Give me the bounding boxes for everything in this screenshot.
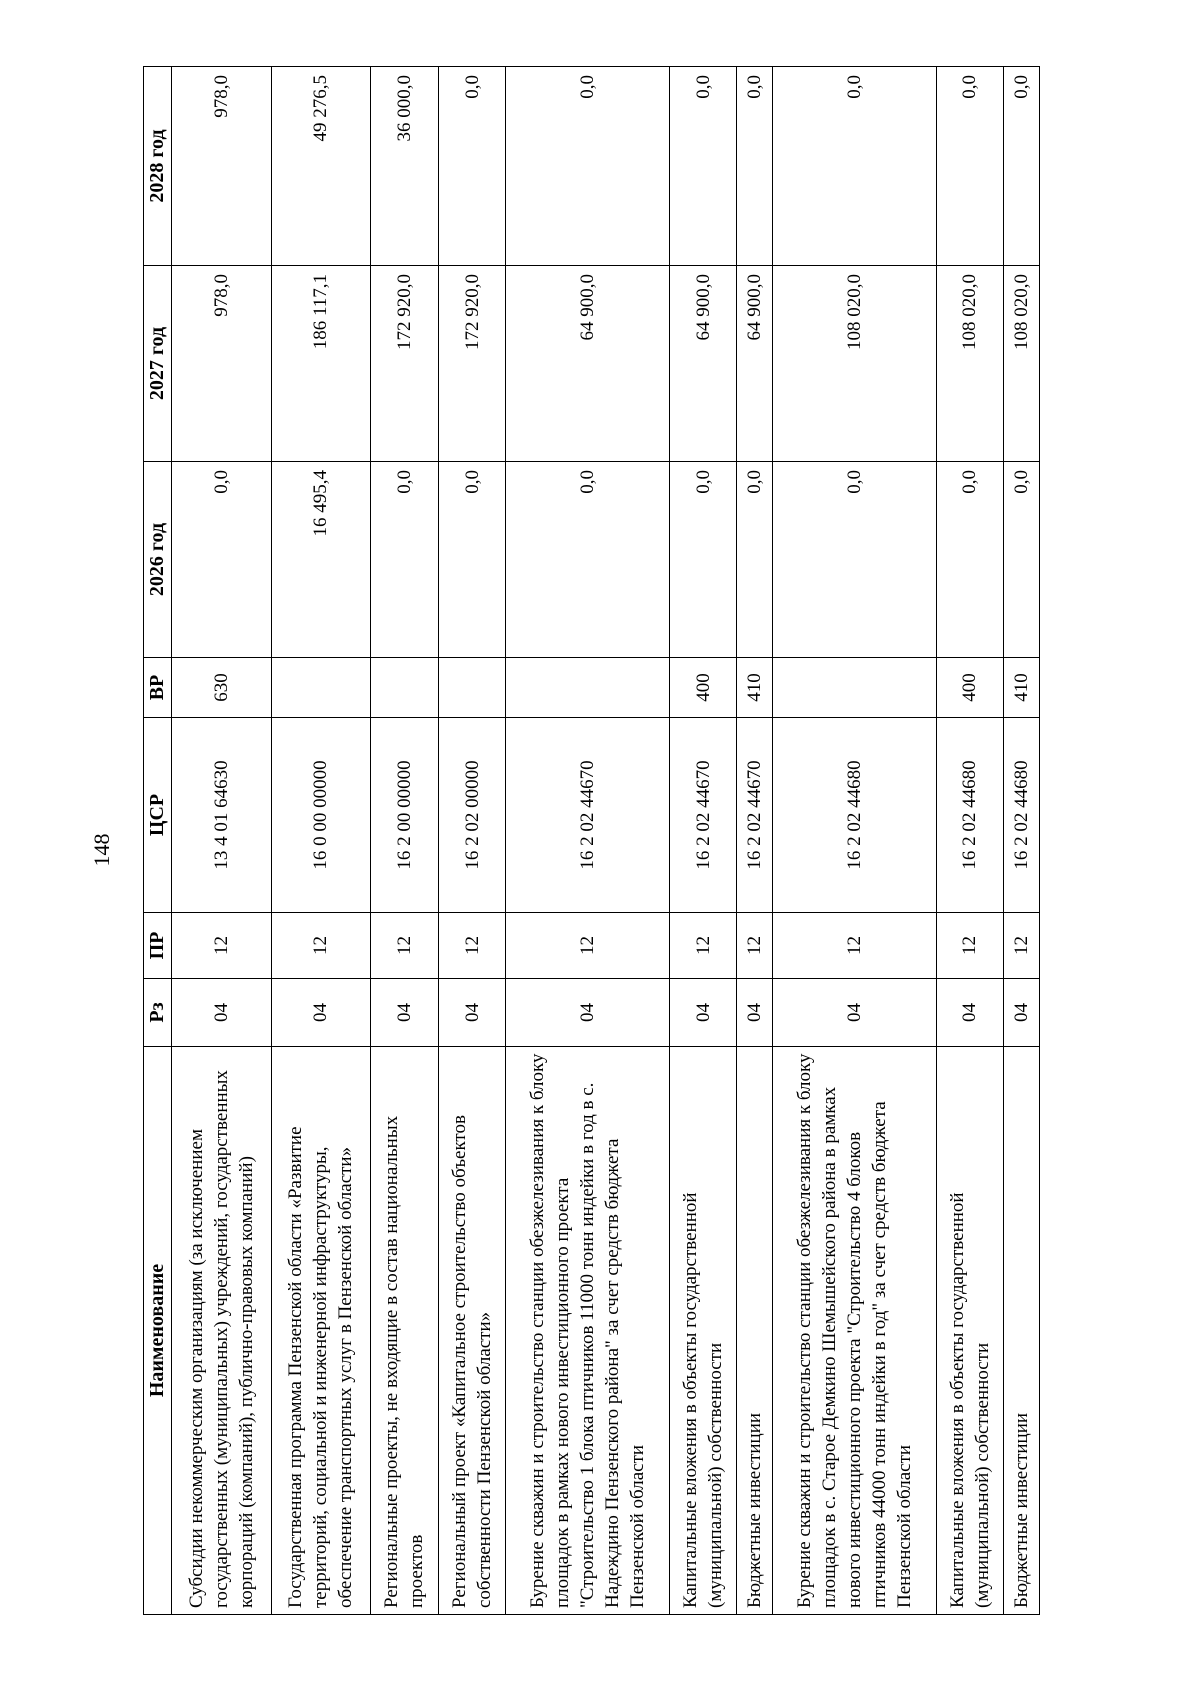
table-row	[172, 67, 272, 1615]
cell-2026: 0,0	[669, 462, 737, 658]
cell-2028: 0,0	[773, 67, 936, 266]
cell-2026: 16 495,4	[271, 462, 371, 658]
cell-2027: 978,0	[172, 266, 272, 462]
table-row	[371, 67, 439, 1615]
cell-2027: 108 020,0	[1004, 266, 1040, 462]
cell-rz: 04	[936, 979, 1004, 1047]
cell-name: Капитальные вложения в объекты государственной (муниципальной) собственности	[936, 1047, 1004, 1615]
cell-pr: 12	[506, 913, 669, 979]
cell-vr	[438, 658, 506, 718]
header-2026: 2026 год	[144, 462, 172, 658]
cell-vr: 400	[669, 658, 737, 718]
cell-pr: 12	[737, 913, 773, 979]
cell-vr	[271, 658, 371, 718]
cell-name: Бурение скважин и строительство станции обезжелезивания к блоку площадок в с. Старое Демкино Шемышейского района в рамках нового инвестиционного проекта "Строительство 4 блоков птичников 44000 тонн индейки в год" за счет средств бюджета Пензенской области	[773, 1047, 936, 1615]
header-csr: ЦСР	[144, 718, 172, 913]
table-row	[669, 67, 737, 1615]
cell-pr: 12	[936, 913, 1004, 979]
cell-rz: 04	[172, 979, 272, 1047]
budget-table	[143, 66, 1040, 1615]
cell-2027: 186 117,1	[271, 266, 371, 462]
cell-2027: 64 900,0	[669, 266, 737, 462]
rotated-table-container	[143, 67, 1040, 1615]
header-2027: 2027 год	[144, 266, 172, 462]
cell-name: Государственная программа Пензенской области «Развитие территорий, социальной и инженерной инфраструктуры, обеспечение транспортных услуг в Пензенской области»	[271, 1047, 371, 1615]
cell-2027: 172 920,0	[438, 266, 506, 462]
table-row	[737, 67, 773, 1615]
cell-rz: 04	[371, 979, 439, 1047]
cell-csr: 16 0 00 00000	[271, 718, 371, 913]
cell-csr: 16 2 02 44670	[737, 718, 773, 913]
cell-2027: 172 920,0	[371, 266, 439, 462]
cell-name: Бюджетные инвестиции	[737, 1047, 773, 1615]
cell-pr: 12	[271, 913, 371, 979]
cell-2028: 0,0	[737, 67, 773, 266]
cell-name: Капитальные вложения в объекты государственной (муниципальной) собственности	[669, 1047, 737, 1615]
cell-2027: 64 900,0	[506, 266, 669, 462]
cell-rz: 04	[737, 979, 773, 1047]
cell-csr: 13 4 01 64630	[172, 718, 272, 913]
cell-pr: 12	[371, 913, 439, 979]
cell-rz: 04	[1004, 979, 1040, 1047]
cell-pr: 12	[438, 913, 506, 979]
table-row	[773, 67, 936, 1615]
cell-name: Субсидии некоммерческим организациям (за исключением государственных (муниципальных) учреждений, государственных корпораций (компаний), публично-правовых компаний)	[172, 1047, 272, 1615]
table-row	[1004, 67, 1040, 1615]
cell-csr: 16 2 02 44680	[936, 718, 1004, 913]
cell-2026: 0,0	[773, 462, 936, 658]
cell-2027: 108 020,0	[773, 266, 936, 462]
table-header-row	[144, 67, 172, 1615]
cell-csr: 16 2 02 44680	[1004, 718, 1040, 913]
table-row	[506, 67, 669, 1615]
cell-vr: 400	[936, 658, 1004, 718]
cell-rz: 04	[669, 979, 737, 1047]
cell-name: Бурение скважин и строительство станции обезжелезивания к блоку площадок в рамках нового инвестиционного проекта "Строительство 1 блока птичников 11000 тонн индейки в год в с. Надеждино Пензенского района" за счет средств бюджета Пензенской области	[506, 1047, 669, 1615]
cell-pr: 12	[669, 913, 737, 979]
table-row	[438, 67, 506, 1615]
cell-vr	[371, 658, 439, 718]
cell-csr: 16 2 02 00000	[438, 718, 506, 913]
cell-pr: 12	[773, 913, 936, 979]
cell-2026: 0,0	[438, 462, 506, 658]
cell-csr: 16 2 00 00000	[371, 718, 439, 913]
cell-2027: 108 020,0	[936, 266, 1004, 462]
cell-2028: 978,0	[172, 67, 272, 266]
table-row	[936, 67, 1004, 1615]
cell-2027: 64 900,0	[737, 266, 773, 462]
cell-2026: 0,0	[371, 462, 439, 658]
cell-name: Региональные проекты, не входящие в состав национальных проектов	[371, 1047, 439, 1615]
cell-rz: 04	[506, 979, 669, 1047]
cell-2028: 0,0	[438, 67, 506, 266]
cell-rz: 04	[773, 979, 936, 1047]
header-2028: 2028 год	[144, 67, 172, 266]
cell-2026: 0,0	[737, 462, 773, 658]
cell-csr: 16 2 02 44670	[669, 718, 737, 913]
cell-2028: 36 000,0	[371, 67, 439, 266]
table-row	[271, 67, 371, 1615]
header-name: Наименование	[144, 1047, 172, 1615]
cell-vr	[773, 658, 936, 718]
header-rz: Рз	[144, 979, 172, 1047]
cell-rz: 04	[438, 979, 506, 1047]
table-body	[172, 67, 1040, 1615]
cell-vr: 630	[172, 658, 272, 718]
cell-2028: 0,0	[936, 67, 1004, 266]
cell-vr	[506, 658, 669, 718]
cell-2026: 0,0	[172, 462, 272, 658]
header-pr: ПР	[144, 913, 172, 979]
cell-2026: 0,0	[936, 462, 1004, 658]
cell-2028: 0,0	[669, 67, 737, 266]
cell-2028: 0,0	[1004, 67, 1040, 266]
page-number: 148	[89, 833, 114, 867]
cell-2028: 0,0	[506, 67, 669, 266]
cell-name: Региональный проект «Капитальное строительство объектов собственности Пензенской области»	[438, 1047, 506, 1615]
cell-vr: 410	[737, 658, 773, 718]
cell-vr: 410	[1004, 658, 1040, 718]
cell-name: Бюджетные инвестиции	[1004, 1047, 1040, 1615]
header-vr: ВР	[144, 658, 172, 718]
cell-pr: 12	[1004, 913, 1040, 979]
cell-pr: 12	[172, 913, 272, 979]
cell-2026: 0,0	[506, 462, 669, 658]
cell-csr: 16 2 02 44680	[773, 718, 936, 913]
cell-rz: 04	[271, 979, 371, 1047]
cell-2028: 49 276,5	[271, 67, 371, 266]
cell-csr: 16 2 02 44670	[506, 718, 669, 913]
cell-2026: 0,0	[1004, 462, 1040, 658]
